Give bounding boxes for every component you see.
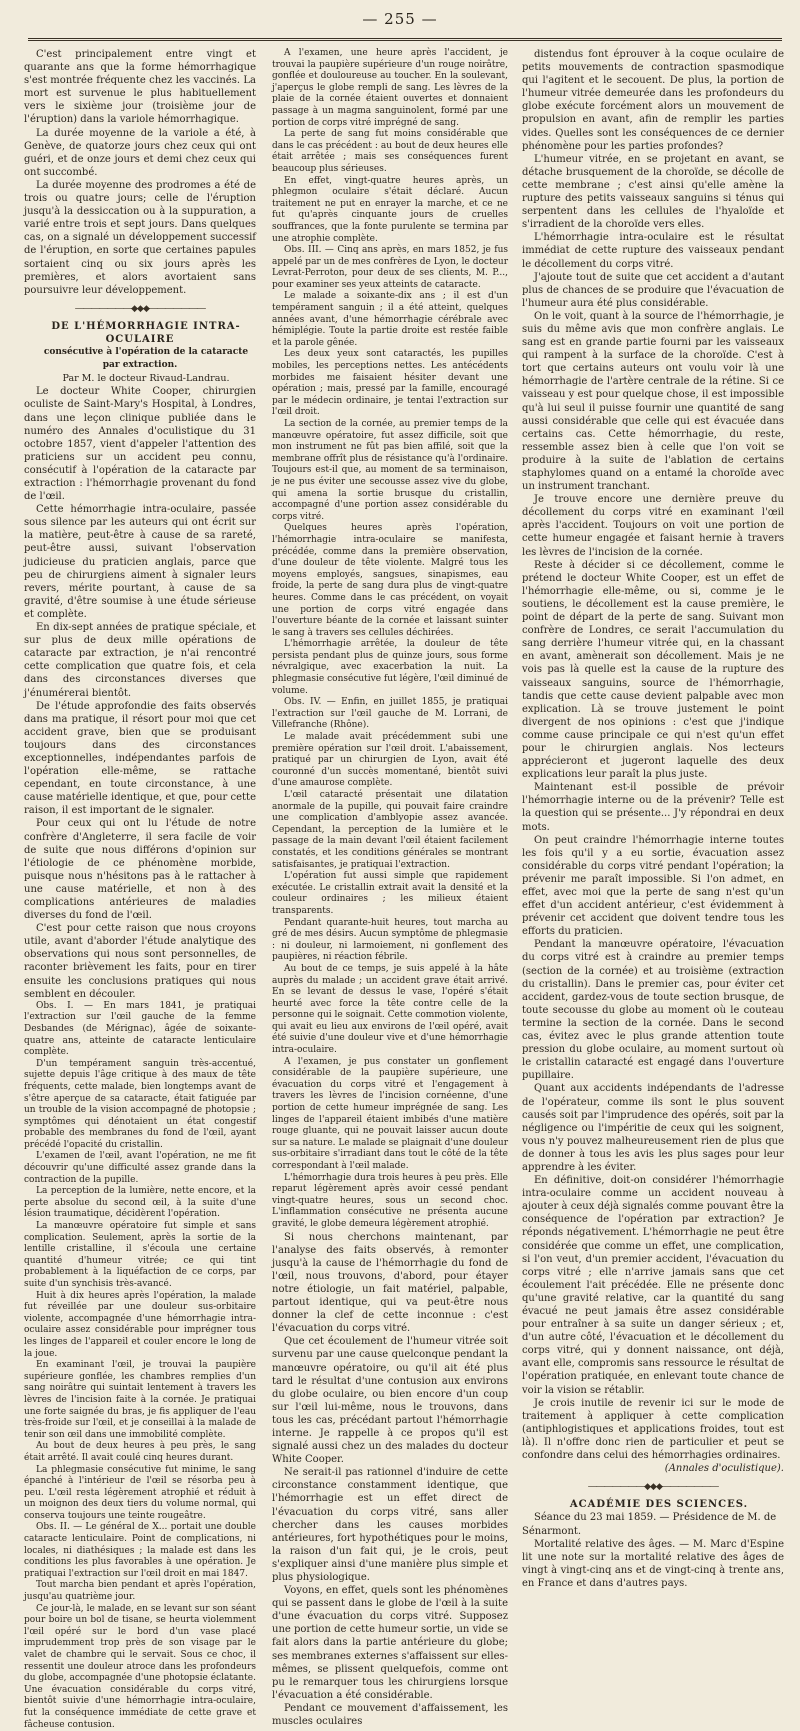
intro-paragraph: C'est principalement entre vingt et quarante ans que la forme hémorrhagique s'est montrée fréquente chez les vaccinés. La mort est survenue le plus habituellement vers le sixième jour (troisième jour de l'éruption) dans la variole hémorrhagique. (24, 49, 256, 126)
observation-paragraph: En effet, vingt-quatre heures après, un phlegmon oculaire s'était déclaré. Aucun traitement ne put en enrayer la marche, et ce ne fut qu'après cinquante jours de cruelles souffrances, que la fonte purulente se termina par une atrophie complète. (272, 175, 508, 244)
observation-paragraph: Au bout de deux heures à peu près, le sang était arrêté. Il avait coulé cinq heures durant. (24, 1441, 256, 1463)
left-column (24, 48, 256, 1730)
body-paragraph: C'est pour cette raison que nous croyons utile, avant d'aborder l'étude analytique des observations qui nous sont personnelles, de raconter brièvement les faits, pour en tirer ensuite les conclusions pratiques qui nous semblent en découler. (24, 923, 256, 1000)
body-paragraph: distendus font éprouver à la coque oculaire de petits mouvements de contraction spasmodique qui l'agitent et le secouent. De plus, la portion de l'humeur vitrée demeurée dans les profondeurs du globe exécute forcément alors un mouvement de propulsion en avant, afin de remplir les parties vides. Quelles sont les conséquences de ce dernier phénomène pour les parties profondes? (522, 49, 784, 152)
body-paragraph: Je crois inutile de revenir ici sur le mode de traitement à appliquer à cette complication (antiphlogistiques et applications froides, tout est là). Il n'offre donc rien de particulier et peut se confondre dans celui des hémorrhagies ordinaires. (522, 1397, 784, 1462)
header-rule (28, 38, 782, 41)
observation-paragraph: Obs. III. — Cinq ans après, en mars 1852, je fus appelé par un de mes confrères de Lyon, le docteur Levrat-Perroton, pour deux de ses clients, M. P..., pour examiner ses yeux atteints de cataracte. (272, 245, 508, 290)
observation-paragraph: La manœuvre opératoire fut simple et sans complication. Seulement, après la sortie de la lentille cristalline, il s'écoula une certaine quantité d'humeur vitrée; ce qui tint probablement à la liquéfaction de ce corps, par suite d'un synchisis très-avancé. (24, 1221, 256, 1289)
observation-paragraph: La perte de sang fut moins considérable que dans le cas précédent : au bout de deux heures elle était arrêtée ; mais ses conséquences furent beaucoup plus sérieuses. (272, 129, 508, 174)
ornament-divider: ―――――――◆◆◆――――――― (588, 1482, 718, 1493)
body-paragraph: Voyons, en effet, quels sont les phénomènes qui se passent dans le globe de l'œil à la suite d'une évacuation du corps vitré. Supposez une portion de cette humeur sortie, un vide se fait alors dans la partie antérieure du globe; ses membranes externes s'affaissent sur elles-mêmes, se plissent quelquefois, comme ont pu le remarquer tous les chirurgiens lorsque l'évacuation a été considérable. (272, 1585, 508, 1701)
intro-paragraph: La durée moyenne des prodromes a été de trois ou quatre jours; celle de l'éruption jusqu'à la dessiccation ou à la suppuration, a varié entre trois et sept jours. Dans quelques cas, on a signalé un développement successif de l'éruption, en sorte que certaines papules sortaient cinq ou six jours après les premières, et alors avortaient sans poursuivre leur développement. (24, 179, 256, 296)
body-paragraph: L'hémorrhagie intra-oculaire est le résultat immédiat de cette rupture des vaisseaux pendant le décollement du corps vitré. (522, 232, 784, 270)
observation-paragraph: L'opération fut aussi simple que rapidement exécutée. Le cristallin extrait avait la densité et la couleur ordinaires ; les milieux étaient transparents. (272, 871, 508, 916)
body-paragraph: Que cet écoulement de l'humeur vitrée soit survenu par une cause quelconque pendant la manœuvre opératoire, ou qu'il ait été plus tard le résultat d'une contusion aux environs du globe oculaire, ou bien encore d'un coup sur l'œil lui-même, nous le trouvons, dans tous les cas, précédant partout l'hémorrhagie interne. Je rappelle à ce propos qu'il est signalé aussi chez un des malades du docteur White Cooper. (272, 1336, 508, 1466)
observation-paragraph: A l'examen, une heure après l'accident, je trouvai la paupière supérieure d'un rouge noirâtre, gonflée et douloureuse au toucher. En la soulevant, j'aperçus le globe rempli de sang. Les lèvres de la plaie de la cornée étaient ouvertes et donnaient passage à un magma sanguinolent, formé par une portion de corps vitré imprégné de sang. (272, 48, 508, 128)
observation-paragraph: La section de la cornée, au premier temps de la manœuvre opératoire, fut assez difficile, soit que mon instrument ne fût pas bien affilé, soit que la membrane offrît plus de résistance qu'à l'ordinaire. Toujours est-il que, au moment de sa terminaison, je ne pus éviter une secousse assez vive du globe, qui amena la sortie brusque du cristallin, accompagné d'une portion assez considérable du corps vitré. (272, 419, 508, 522)
observation-paragraph: L'hémorrhagie dura trois heures à peu près. Elle reparut légèrement après avoir cessé pendant vingt-quatre heures, sous un second choc. L'inflammation consécutive ne présenta aucune gravité, le globe demeura légèrement atrophié. (272, 1172, 508, 1229)
observation-paragraph: La perception de la lumière, nette encore, et la perte absolue du second œil, à la suite d'une lésion traumatique, décidèrent l'opération. (24, 1186, 256, 1220)
observation-paragraph: Obs. II. — Le général de X... portait une double cataracte lenticulaire. Point de complications, ni locales, ni diathésiques ; la malade est dans les conditions les plus favorables à une opération. Je pratiquai l'extraction sur l'œil droit en mai 1847. (24, 1522, 256, 1579)
article-source: (Annales d'oculistique). (664, 1463, 784, 1475)
ornament-divider: ―――――――◆◆◆――――――― (75, 303, 205, 314)
observation-paragraph: L'hémorrhagie arrêtée, la douleur de tête persista pendant plus de quinze jours, sous forme névralgique, avec exacerbation la nuit. La phlegmasie consécutive fut légère, l'œil diminué de volume. (272, 639, 508, 696)
body-paragraph: On peut craindre l'hémorrhagie interne toutes les fois qu'il y a eu sortie, évacuation assez considérable du corps vitré pendant l'opération; la prévenir me paraît impossible. Si l'on admet, en effet, avec moi que la perte de sang n'est qu'un effet d'un accident antérieur, c'est évidemment à prévenir cet accident que doivent tendre tous les efforts du praticien. (522, 834, 784, 938)
body-paragraph: Cette hémorrhagie intra-oculaire, passée sous silence par les auteurs qui ont écrit sur la matière, peut-être à cause de sa rareté, peut-être aussi, suivant l'observation judicieuse du praticien anglais, parce que peu de chirurgiens aiment à signaler leurs revers, mérite pourtant, à cause de sa gravité, d'être soumise à une étude sérieuse et complète. (24, 504, 256, 620)
observation-paragraph: A l'examen, je pus constater un gonflement considérable de la paupière supérieure, une évacuation du corps vitré et l'engagement à travers les lèvres de l'incision cornéenne, d'une portion de cette humeur imprégnée de sang. Les linges de l'appareil étaient imbibés d'une matière rouge gluante, qui ne pouvait laisser aucun doute sur sa nature. Le malade se plaignait d'une douleur sus-orbitaire s'irradiant dans tout le côté de la tête correspondant à l'œil malade. (272, 1056, 508, 1171)
observation-paragraph: L'œil cataracté présentait une dilatation anormale de la pupille, qui pouvait faire craindre une complication d'amblyopie assez avancée. Cependant, la perception de la lumière et le passage de la main devant l'œil étaient facilement constatés, et les conditions générales se montrant satisfaisantes, je pratiquai l'extraction. (272, 790, 508, 870)
observation-paragraph: Obs. I. — En mars 1841, je pratiquai l'extraction sur l'œil gauche de la femme Desbandes (de Mérignac), âgée de soixante-quatre ans, atteinte de cataracte lenticulaire complète. (24, 1000, 256, 1058)
observation-paragraph: Obs. IV. — Enfin, en juillet 1855, je pratiquai l'extraction sur l'œil gauche de M. Lorrani, de Villefranche (Rhône). (272, 697, 508, 731)
body-paragraph: Si nous cherchons maintenant, par l'analyse des faits observés, à remonter jusqu'à la cause de l'hémorrhagie du fond de l'œil, nous trouvons, d'abord, pour étayer notre étiologie, un fait matériel, palpable, partout identique, qui va peut-être nous donner la clef de cette inconnue : c'est l'évacuation du corps vitré. (272, 1231, 508, 1335)
body-paragraph: Pendant la manœuvre opératoire, l'évacuation du corps vitré est à craindre au premier temps (section de la cornée) et au troisième (extraction du cristallin). Dans le premier cas, pour éviter cet accident, gardez-vous de toute section brusque, de toute secousse du globe au moment où le couteau termine la section de la cornée. Dans le second cas, évitez avec le plus grande attention toute pression du globe oculaire, au moment surtout où le cristallin cataracté est engagé dans l'ouverture pupillaire. (522, 939, 784, 1082)
page-header (0, 6, 800, 36)
body-paragraph: On le voit, quant à la source de l'hémorrhagie, je suis du même avis que mon confrère anglais. Le sang est en grande partie fourni par les vaisseaux qui rampent à la surface de la choroïde. C'est à tort que certains auteurs ont voulu voir là une hémorrhagie de l'artère centrale de la rétine. Si ce vaisseau y est pour quelque chose, il est impossible qu'à lui seul il puisse fournir une quantité de sang aussi considérable que celle qui est évacuée dans certains cas. Cette hémorrhagie, du reste, ressemble assez bien à celle que l'on voit se produire à la suite de l'ablation de certains staphylomes quand on a entamé la choroïde avec un instrument tranchant. (522, 310, 784, 493)
body-paragraph: Le docteur White Cooper, chirurgien oculiste de Saint-Mary's Hospital, à Londres, dans une leçon clinique publiée dans le numéro des Annales d'oculistique du 31 octobre 1857, vient d'appeler l'attention des praticiens sur un accident peu connu, consécutif à l'opération de la cataracte par extraction : l'hémorrhagie provenant du fond de l'œil. (24, 386, 256, 503)
body-paragraph: Je trouve encore une dernière preuve du décollement du corps vitré en examinant l'œil après l'accident. Toujours on voit une portion de cette humeur engagée et faisant hernie à travers les lèvres de l'incision de la cornée. (522, 494, 784, 558)
observation-paragraph: L'examen de l'œil, avant l'opération, ne me fit découvrir qu'une difficulté assez grande dans la contraction de la pupille. (24, 1151, 256, 1185)
observation-paragraph: Pendant quarante-huit heures, tout marcha au gré de mes désirs. Aucun symptôme de phlegmasie : ni douleur, ni larmoiement, ni gonflement des paupières, ni réaction fébrile. (272, 917, 508, 963)
body-paragraph: En définitive, doit-on considérer l'hémorrhagie intra-oculaire comme un accident nouveau à ajouter à ceux déjà signalés comme pouvant être la conséquence de l'opération par extraction? Je réponds négativement. L'hémorrhagie ne peut être considérée que comme un effet, une complication, si l'on veut, d'un premier accident, l'évacuation du corps vitré ; elle n'arrive jamais sans que cet écoulement l'ait précédée. Elle ne présente donc qu'une gravité relative, car la quantité du sang évacué ne peut jamais être assez considérable pour entraîner à sa suite un danger sérieux ; et, d'un autre côté, l'évacuation et le décollement du corps vitré, qui y donnent naissance, ont déjà, avant elle, compromis sans ressource le résultat de l'opération pratiquée, en enlevant toute chance de voir la vision se rétablir. (522, 1175, 784, 1396)
middle-column (272, 48, 508, 1728)
observation-paragraph: En examinant l'œil, je trouvai la paupière supérieure gonflée, les chambres remplies d'un sang noirâtre qui suintait lentement à travers les lèvres de l'incision faite à la cornée. Je pratiquai une forte saignée du bras, je fis appliquer de l'eau très-froide sur l'œil, et je conseillai à la malade de tenir son œil dans une immobilité complète. (24, 1360, 256, 1440)
observation-paragraph: La phlegmasie consécutive fut minime, le sang épanché à l'intérieur de l'œil se résorba peu à peu. L'œil resta légèrement atrophié et réduit à un moignon des deux tiers du volume normal, qui conserva toujours une teinte rougeâtre. (24, 1464, 256, 1521)
observation-paragraph: Au bout de ce temps, je suis appelé à la hâte auprès du malade ; un accident grave était arrivé. En se levant de dessus le vase, l'opéré s'était heurté avec force la tête contre celle de la personne qui le soignait. Cette commotion violente, qui avait eu lieu aux environs de l'œil opéré, avait été suivie d'une douleur vive et d'une hémorrhagie intra-oculaire. (272, 963, 508, 1056)
observation-paragraph: Les deux yeux sont cataractés, les pupilles mobiles, les perceptions nettes. Les antécédents morbides me faisaient hésiter devant une opération ; mais, pressé par la famille, encouragé par le médecin ordinaire, je tentai l'extraction sur l'œil droit. (272, 349, 508, 418)
body-paragraph: De l'étude approfondie des faits observés dans ma pratique, il résort pour moi que cet accident grave, bien que se produisant toujours dans des circonstances exceptionnelles, indépendantes parfois de l'opération elle-même, se rattache cependant, en toute circonstance, à une cause matérielle identique, et que, pour cette raison, il est important de le signaler. (24, 700, 256, 817)
observation-paragraph: D'un tempérament sanguin très-accentué, sujette depuis l'âge critique à des maux de tête fréquents, cette malade, bien longtemps avant de s'être aperçue de sa cataracte, était fatiguée par un trouble de la vision accompagné de photopsie ; symptômes qui dénotaient un état congestif probable des membranes du fond de l'œil, ayant précédé l'opacité du cristallin. (24, 1058, 256, 1150)
observation-paragraph: Huit à dix heures après l'opération, la malade fut réveillée par une douleur sus-orbitaire violente, accompagnée d'une hémorrhagie intra-oculaire assez considérable pour imprégner tous les linges de l'appareil et couler encore le long de la joue. (24, 1290, 256, 1359)
body-paragraph: En dix-sept années de pratique spéciale, et sur plus de deux mille opérations de cataracte par extraction, je n'ai rencontré cette complication que quatre fois, et cela dans des circonstances diverses que j'énumérerai bientôt. (24, 622, 256, 699)
session-line: Séance du 23 mai 1859. — Présidence de M. de Sénarmont. (522, 1512, 777, 1537)
body-paragraph: Pendant ce mouvement d'affaissement, les muscles oculaires (272, 1702, 508, 1728)
body-paragraph: Pour ceux qui ont lu l'étude de notre confrère d'Angleterre, il sera facile de voir de suite que nous différons d'opinion sur l'étiologie de ce phénomène morbide, puisque nous n'hésitons pas à le rattacher à une cause matérielle, et non à des complications antérieures de maladies diverses du fond de l'œil. (24, 818, 256, 922)
section-title: ACADÉMIE DES SCIENCES. (569, 1499, 749, 1511)
intro-paragraph: La durée moyenne de la variole a été, à Genève, de quatorze jours chez ceux qui ont guéri, et de onze jours et demi chez ceux qui ont succombé. (24, 127, 256, 178)
page-number: — 255 — (362, 10, 438, 28)
body-paragraph: Mortalité relative des âges. — M. Marc d'Espine lit une note sur la mortalité relative des âges de vingt à vingt-cinq ans et de vingt-cinq à trente ans, en France et dans d'autres pays. (522, 1538, 784, 1589)
article-author: Par M. le docteur Rivaud-Landrau. (62, 373, 230, 385)
observation-paragraph: Quelques heures après l'opération, l'hémorrhagie intra-oculaire se manifesta, précédée, comme dans la première observation, d'une douleur de tête violente. Malgré tous les moyens employés, sangsues, sinapismes, eau froide, la perte de sang dura plus de vingt-quatre heures. Comme dans le cas précédent, on voyait une portion de corps vitré engagée dans l'ouverture béante de la cornée et laissant suinter le sang à travers ses cellules déchirées. (272, 523, 508, 638)
body-paragraph: Quant aux accidents indépendants de l'adresse de l'opérateur, comme ils sont le plus souvent causés soit par l'imprudence des opérés, soit par la négligence ou l'impéritie de ceux qui les soignent, vous n'y pouvez malheureusement rien de plus que de donner à tous les avis les plus sages pour leur apprendre à les éviter. (522, 1083, 784, 1173)
observation-paragraph: Ce jour-là, le malade, en se levant sur son séant pour boire un bol de tisane, se heurta violemment l'œil opéré sur le bord d'un vase placé imprudemment trop près de son visage par le valet de chambre qui le servait. Sous ce choc, il ressentit une douleur atroce dans les profondeurs du globe, accompagnée d'une photopsie éclatante. Une évacuation considérable du corps vitré, bientôt suivie d'une hémorrhagie intra-oculaire, fut la conséquence immédiate de cette grave et fâcheuse contusion. (24, 1603, 256, 1730)
body-paragraph: J'ajoute tout de suite que cet accident a d'autant plus de chances de se produire que l'évacuation de l'humeur aura été plus considérable. (522, 271, 784, 309)
body-paragraph: Reste à décider si ce décollement, comme le prétend le docteur White Cooper, est un effet de l'hémorrhagie elle-même, ou si, comme je le soutiens, le décollement est la cause première, le point de départ de la perte de sang. Suivant mon confrère de Londres, ce serait l'accumulation du sang derrière l'humeur vitrée qui, en la chassant en avant, amènerait son décollement. Mais je ne vois pas là quelle est la cause de la rupture des vaisseaux sanguins, source de l'hémorrhagie, tandis que cette cause devient palpable avec mon explication. Là se trouve justement le point divergent de nos opinions : c'est que j'indique comme cause principale ce qui n'est qu'un effet pour le chirurgien anglais. Nos lecteurs apprécieront et jugeront laquelle des deux explications leur paraît la plus juste. (522, 559, 784, 781)
article-title: DE L'HÉMORRHAGIE INTRA-OCULAIRE (51, 320, 241, 345)
right-column (522, 48, 784, 1589)
body-paragraph: L'humeur vitrée, en se projetant en avant, se détache brusquement de la choroïde, se décolle de cette membrane ; c'est ainsi qu'elle amène la rupture des petits vaisseaux sanguins si ténus qui serpentent dans les cellules de l'hyaloïde et s'irradient de la choroïde vers elles. (522, 153, 784, 231)
observation-paragraph: Le malade avait précédemment subi une première opération sur l'œil droit. L'abaissement, pratiqué par un chirurgien de Lyon, avait été couronné d'un succès momentané, bientôt suivi d'une amaurose complète. (272, 732, 508, 789)
observation-paragraph: Tout marcha bien pendant et après l'opération, jusqu'au quatrième jour. (24, 1580, 256, 1603)
observation-paragraph: Le malade a soixante-dix ans ; il est d'un tempérament sanguin ; il a été atteint, quelques années avant, d'une hémorrhagie cérébrale avec hémiplégie. Toute la partie droite est restée faible et la parole gênée. (272, 291, 508, 348)
article-subtitle: consécutive à l'opération de la cataracte par extraction. (43, 347, 249, 371)
body-paragraph: Ne serait-il pas rationnel d'induire de cette circonstance constamment identique, que l'hémorrhagie est un effet direct de l'évacuation du corps vitré, sans aller chercher dans les causes morbides antérieures, fort hypothétiques pour le moins, la raison d'un fait qui, je le crois, peut s'expliquer ainsi d'une manière plus simple et plus physiologique. (272, 1467, 508, 1583)
body-paragraph: Maintenant est-il possible de prévoir l'hémorrhagie interne ou de la prévenir? Telle est la question qui se présente... J'y répondrai en deux mots. (522, 782, 784, 833)
